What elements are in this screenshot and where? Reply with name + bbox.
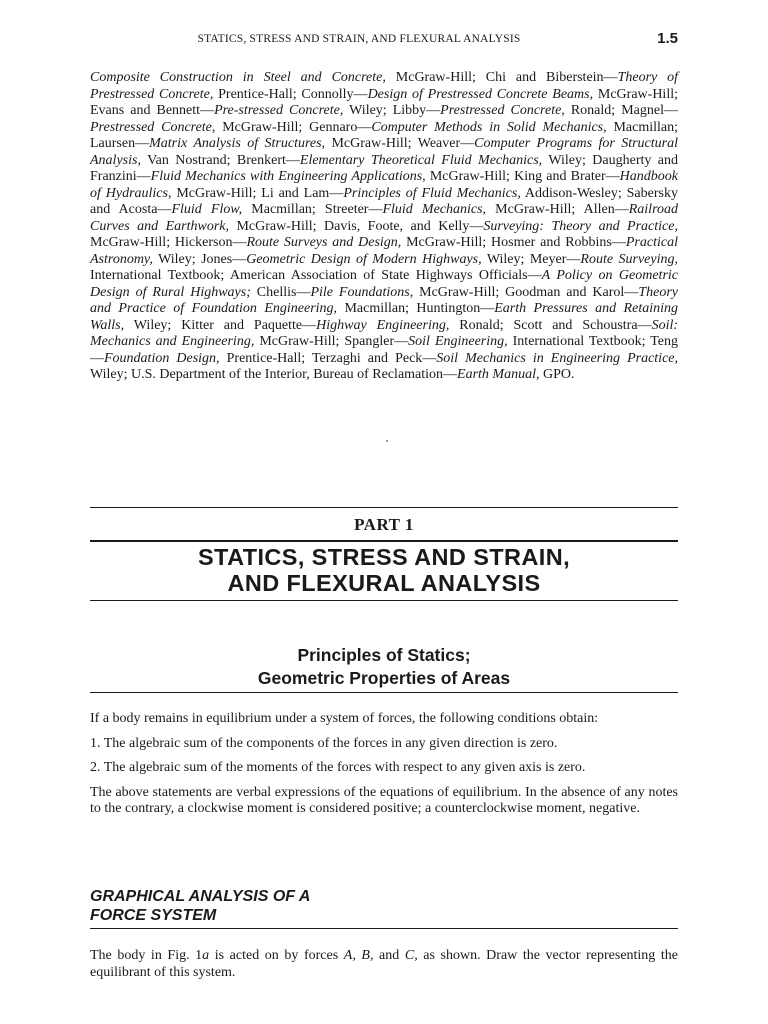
reference-text: Wiley; U.S. Department of the Interior, Bureau of Reclamation— [90,367,458,382]
graphical-title: C, [404,948,418,963]
reference-title: Earth Manual, [457,367,540,382]
reference-title: Practical Astronomy, [90,235,678,267]
reference-title: A Policy on Geometric Design of Rural Highways; [90,268,679,300]
reference-title: Surveying: Theory and Practice, [483,218,678,234]
reference-text: Ronald; Scott and Schoustra— [449,317,652,333]
intro-block [90,711,678,826]
reference-title: Earth Pressures and Retaining Walls, [90,301,678,333]
graphical-text: The body in Fig. 1 [90,948,203,963]
reference-text: McGraw-Hill; Evans and Bennett— [90,86,678,118]
reference-text: Wiley; Kitter and Paquette— [124,317,317,333]
section-title [90,644,678,690]
reference-text: International Textbook; American Association of State Highways Officials— [90,268,542,283]
reference-title: Principles of Fluid Mechanics, [343,185,521,201]
reference-title: Elementary Theoretical Fluid Mechanics, [299,152,543,168]
reference-text: McGraw-Hill; Weaver— [325,136,475,151]
reference-title: Soil Mechanics in Engineering Practice, [436,350,678,366]
reference-text: Van Nostrand; Brenkert— [140,152,300,168]
intro-paragraph: If a body remains in equilibrium under a system of forces, the following conditions obtain: [90,711,599,726]
reference-title: Route Surveying, [580,251,679,267]
condition-item-1: 1. The algebraic sum of the components of the forces in any given direction is zero. [90,735,558,751]
section-title-line-2: Geometric Properties of Areas [257,668,511,688]
reference-title: Highway Engineering, [316,317,450,333]
reference-text: Ronald; Magnel— [564,103,678,118]
reference-text: McGraw-Hill; Li and Lam— [171,185,344,201]
reference-text: McGraw-Hill; Gennaro— [215,119,372,135]
reference-title: Handbook of Hydraulics, [90,169,678,201]
condition-item-2: 2. The algebraic sum of the moments of the forces with respect to any given axis is zero. [90,760,586,775]
scan-speck [386,440,388,442]
reference-text: Wiley; Jones— [152,251,247,267]
reference-title: Route Surveys and Design, [246,235,402,250]
reference-text: Macmillan; Laursen— [90,119,678,151]
reference-title: Design of Prestressed Concrete Beams, [367,86,594,102]
page-number: 1.5 [657,30,678,47]
reference-title: Matrix Analysis of Structures, [149,136,326,151]
graphical-text: as shown. Draw the vector representing the equilibrant of this system. [90,948,678,980]
subsection-heading-line-1: GRAPHICAL ANALYSIS OF A [90,888,311,905]
reference-title: Computer Methods in Solid Mechanics, [371,119,607,135]
reference-text: McGraw-Hill; Allen— [486,202,629,217]
graphical-text: and [373,948,405,963]
reference-text: Macmillan; Huntington— [337,301,495,316]
reference-title: Pile Foundations, [310,284,414,300]
reference-title: Prestressed Concrete, [440,103,565,118]
graphical-text: is acted on by forces [209,948,344,963]
part-label: PART 1 [354,515,414,534]
reference-title: Prestressed Concrete, [90,119,216,135]
graphical-analysis-paragraph [90,948,678,981]
reference-title: Railroad Curves and Earthwork, [90,202,678,234]
reference-title: Computer Programs for Structural Analysis, [90,136,678,168]
references-paragraph [90,70,678,384]
part-title-line-2: AND FLEXURAL ANALYSIS [227,570,541,596]
subsection-rule [90,928,678,929]
reference-text: McGraw-Hill; Davis, Foote, and Kelly— [229,218,484,234]
reference-title: Soil Engineering, [408,334,508,349]
part-title [90,544,678,596]
reference-title: Composite Construction in Steel and Concrete, [90,70,386,85]
running-title: STATICS, STRESS AND STRAIN, AND FLEXURAL ANALYSIS [197,33,521,45]
reference-title: Fluid Flow, [171,202,243,217]
equilibrium-paragraph: The above statements are verbal expressions of the equations of equilibrium. In the absence of any notes to the contrary, a clockwise moment is considered positive; a counterclockwise moment, negative. [90,784,678,816]
reference-title: Theory and Practice of Foundation Engineering, [90,284,678,316]
subsection-heading-line-2: FORCE SYSTEM [90,907,217,924]
reference-text: McGraw-Hill; Goodman and Karol— [413,284,639,300]
part-top-rule [90,507,678,508]
reference-title: Geometric Design of Modern Highways, [246,251,482,267]
graphical-title: A, B, [343,948,374,963]
reference-text: Wiley; Meyer— [481,251,581,267]
reference-title: Fluid Mechanics with Engineering Applications, [150,169,426,184]
graphical-title: a [202,948,210,963]
section-rule [90,692,678,693]
reference-text: Chellis— [250,284,311,300]
reference-text: Wiley; Libby— [343,103,441,118]
part-title-rule [90,540,678,542]
reference-title: Soil: Mechanics and Engineering, [90,317,679,349]
reference-text: International Textbook; Teng— [90,334,678,366]
reference-text: Addison-Wesley; Sabersky and Acosta— [90,185,678,217]
reference-text: Macmillan; Streeter— [242,202,383,217]
part-title-line-1: STATICS, STRESS AND STRAIN, [197,544,571,570]
reference-text: McGraw-Hill; King and Brater— [425,169,620,184]
running-head [90,30,678,50]
reference-title: Theory of Prestressed Concrete, [90,70,679,102]
reference-title: Fluid Mechanics, [382,202,487,217]
reference-title: Foundation Design, [104,350,220,366]
reference-text: GPO. [539,367,575,382]
section-title-line-1: Principles of Statics; [297,645,471,665]
reference-text: McGraw-Hill; Hickerson— [90,235,247,250]
part-bottom-rule [90,600,678,601]
reference-text: McGraw-Hill; Chi and Biberstein— [385,70,618,85]
reference-text: Prentice-Hall; Connolly— [213,86,368,102]
reference-title: Pre-stressed Concrete, [214,103,344,118]
reference-text: Prentice-Hall; Terzaghi and Peck— [219,350,437,366]
reference-text: McGraw-Hill; Hosmer and Robbins— [401,235,626,250]
reference-text: McGraw-Hill; Spangler— [254,334,409,349]
reference-text: Wiley; Daugherty and Franzini— [90,152,678,184]
subsection-heading [90,887,678,925]
